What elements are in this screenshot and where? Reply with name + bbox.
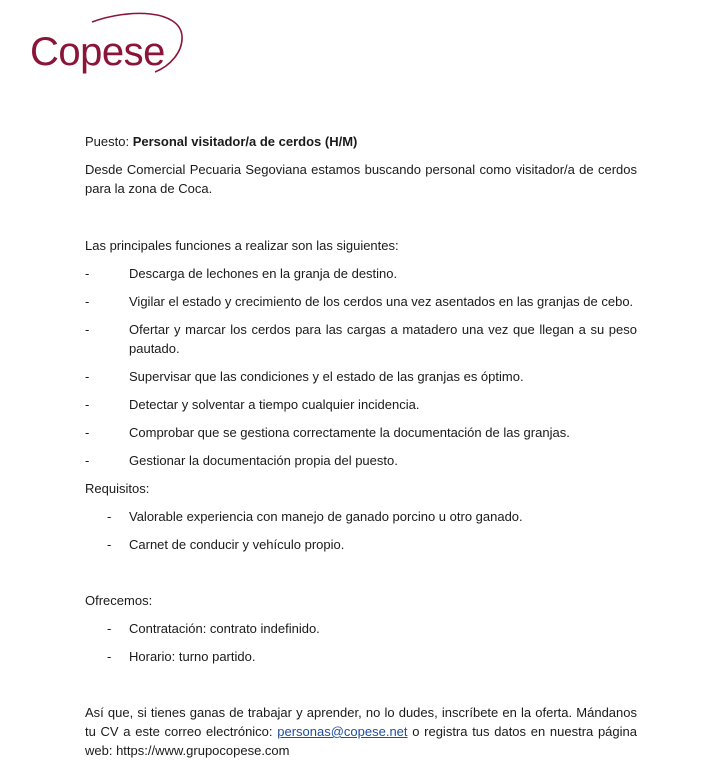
bullet-dash: - xyxy=(107,509,112,524)
bullet-dash: - xyxy=(85,397,90,412)
email-link[interactable]: personas@copese.net xyxy=(277,724,408,739)
list-item-text: Carnet de conducir y vehículo propio. xyxy=(129,537,345,552)
list-item-text: Comprobar que se gestiona correctamente la documentación de las granjas. xyxy=(129,425,570,440)
list-item xyxy=(85,264,637,283)
position-label: Puesto: xyxy=(85,134,133,149)
list-item xyxy=(85,647,637,666)
list-item-text: Ofertar y marcar los cerdos para las cargas a matadero una vez que llegan a su peso pautado. xyxy=(129,322,637,356)
closing-text-end: o registra tus datos en nuestra página web: https://www.grupocopese.com xyxy=(85,724,637,758)
functions-list xyxy=(85,264,637,470)
closing-text-start: Así que, si tienes ganas de trabajar y aprender, no lo dudes, inscríbete en la oferta. Mándanos tu CV a este correo electrónico: xyxy=(85,705,637,739)
bullet-dash: - xyxy=(107,621,112,636)
list-item-text: Supervisar que las condiciones y el estado de las granjas es óptimo. xyxy=(129,369,524,384)
list-item xyxy=(85,367,637,386)
bullet-dash: - xyxy=(85,369,90,384)
bullet-dash: - xyxy=(85,425,90,440)
bullet-dash: - xyxy=(85,266,90,281)
list-item-text: Horario: turno partido. xyxy=(129,649,256,664)
list-item-text: Vigilar el estado y crecimiento de los cerdos una vez asentados en las granjas de cebo. xyxy=(129,294,634,309)
bullet-dash: - xyxy=(107,649,112,664)
list-item xyxy=(85,320,637,358)
list-item-text: Contratación: contrato indefinido. xyxy=(129,621,320,636)
requirements-heading: Requisitos: xyxy=(85,481,150,496)
position-line xyxy=(85,132,637,151)
list-item xyxy=(85,292,637,311)
offer-list xyxy=(85,619,637,666)
bullet-dash: - xyxy=(107,537,112,552)
job-offer-document xyxy=(85,132,637,760)
bullet-dash: - xyxy=(85,453,90,468)
position-title: Personal visitador/a de cerdos (H/M) xyxy=(132,134,358,149)
list-item xyxy=(85,507,637,526)
list-item-text: Descarga de lechones en la granja de destino. xyxy=(129,266,398,281)
intro-paragraph: Desde Comercial Pecuaria Segoviana estamos buscando personal como visitador/a de cerdos para la zona de Coca. xyxy=(85,162,637,196)
bullet-dash: - xyxy=(85,294,90,309)
list-item xyxy=(85,619,637,638)
bullet-dash: - xyxy=(85,322,90,337)
list-item xyxy=(85,535,637,554)
list-item xyxy=(85,423,637,442)
closing-paragraph xyxy=(85,703,637,760)
functions-heading: Las principales funciones a realizar son las siguientes: xyxy=(85,238,399,253)
offer-heading: Ofrecemos: xyxy=(85,593,153,608)
list-item xyxy=(85,395,637,414)
copese-logo xyxy=(30,10,190,74)
list-item-text: Valorable experiencia con manejo de ganado porcino u otro ganado. xyxy=(129,509,523,524)
list-item xyxy=(85,451,637,470)
list-item-text: Detectar y solventar a tiempo cualquier incidencia. xyxy=(129,397,420,412)
logo-wordmark: Copese xyxy=(30,30,165,74)
list-item-text: Gestionar la documentación propia del puesto. xyxy=(129,453,398,468)
requirements-list xyxy=(85,507,637,554)
